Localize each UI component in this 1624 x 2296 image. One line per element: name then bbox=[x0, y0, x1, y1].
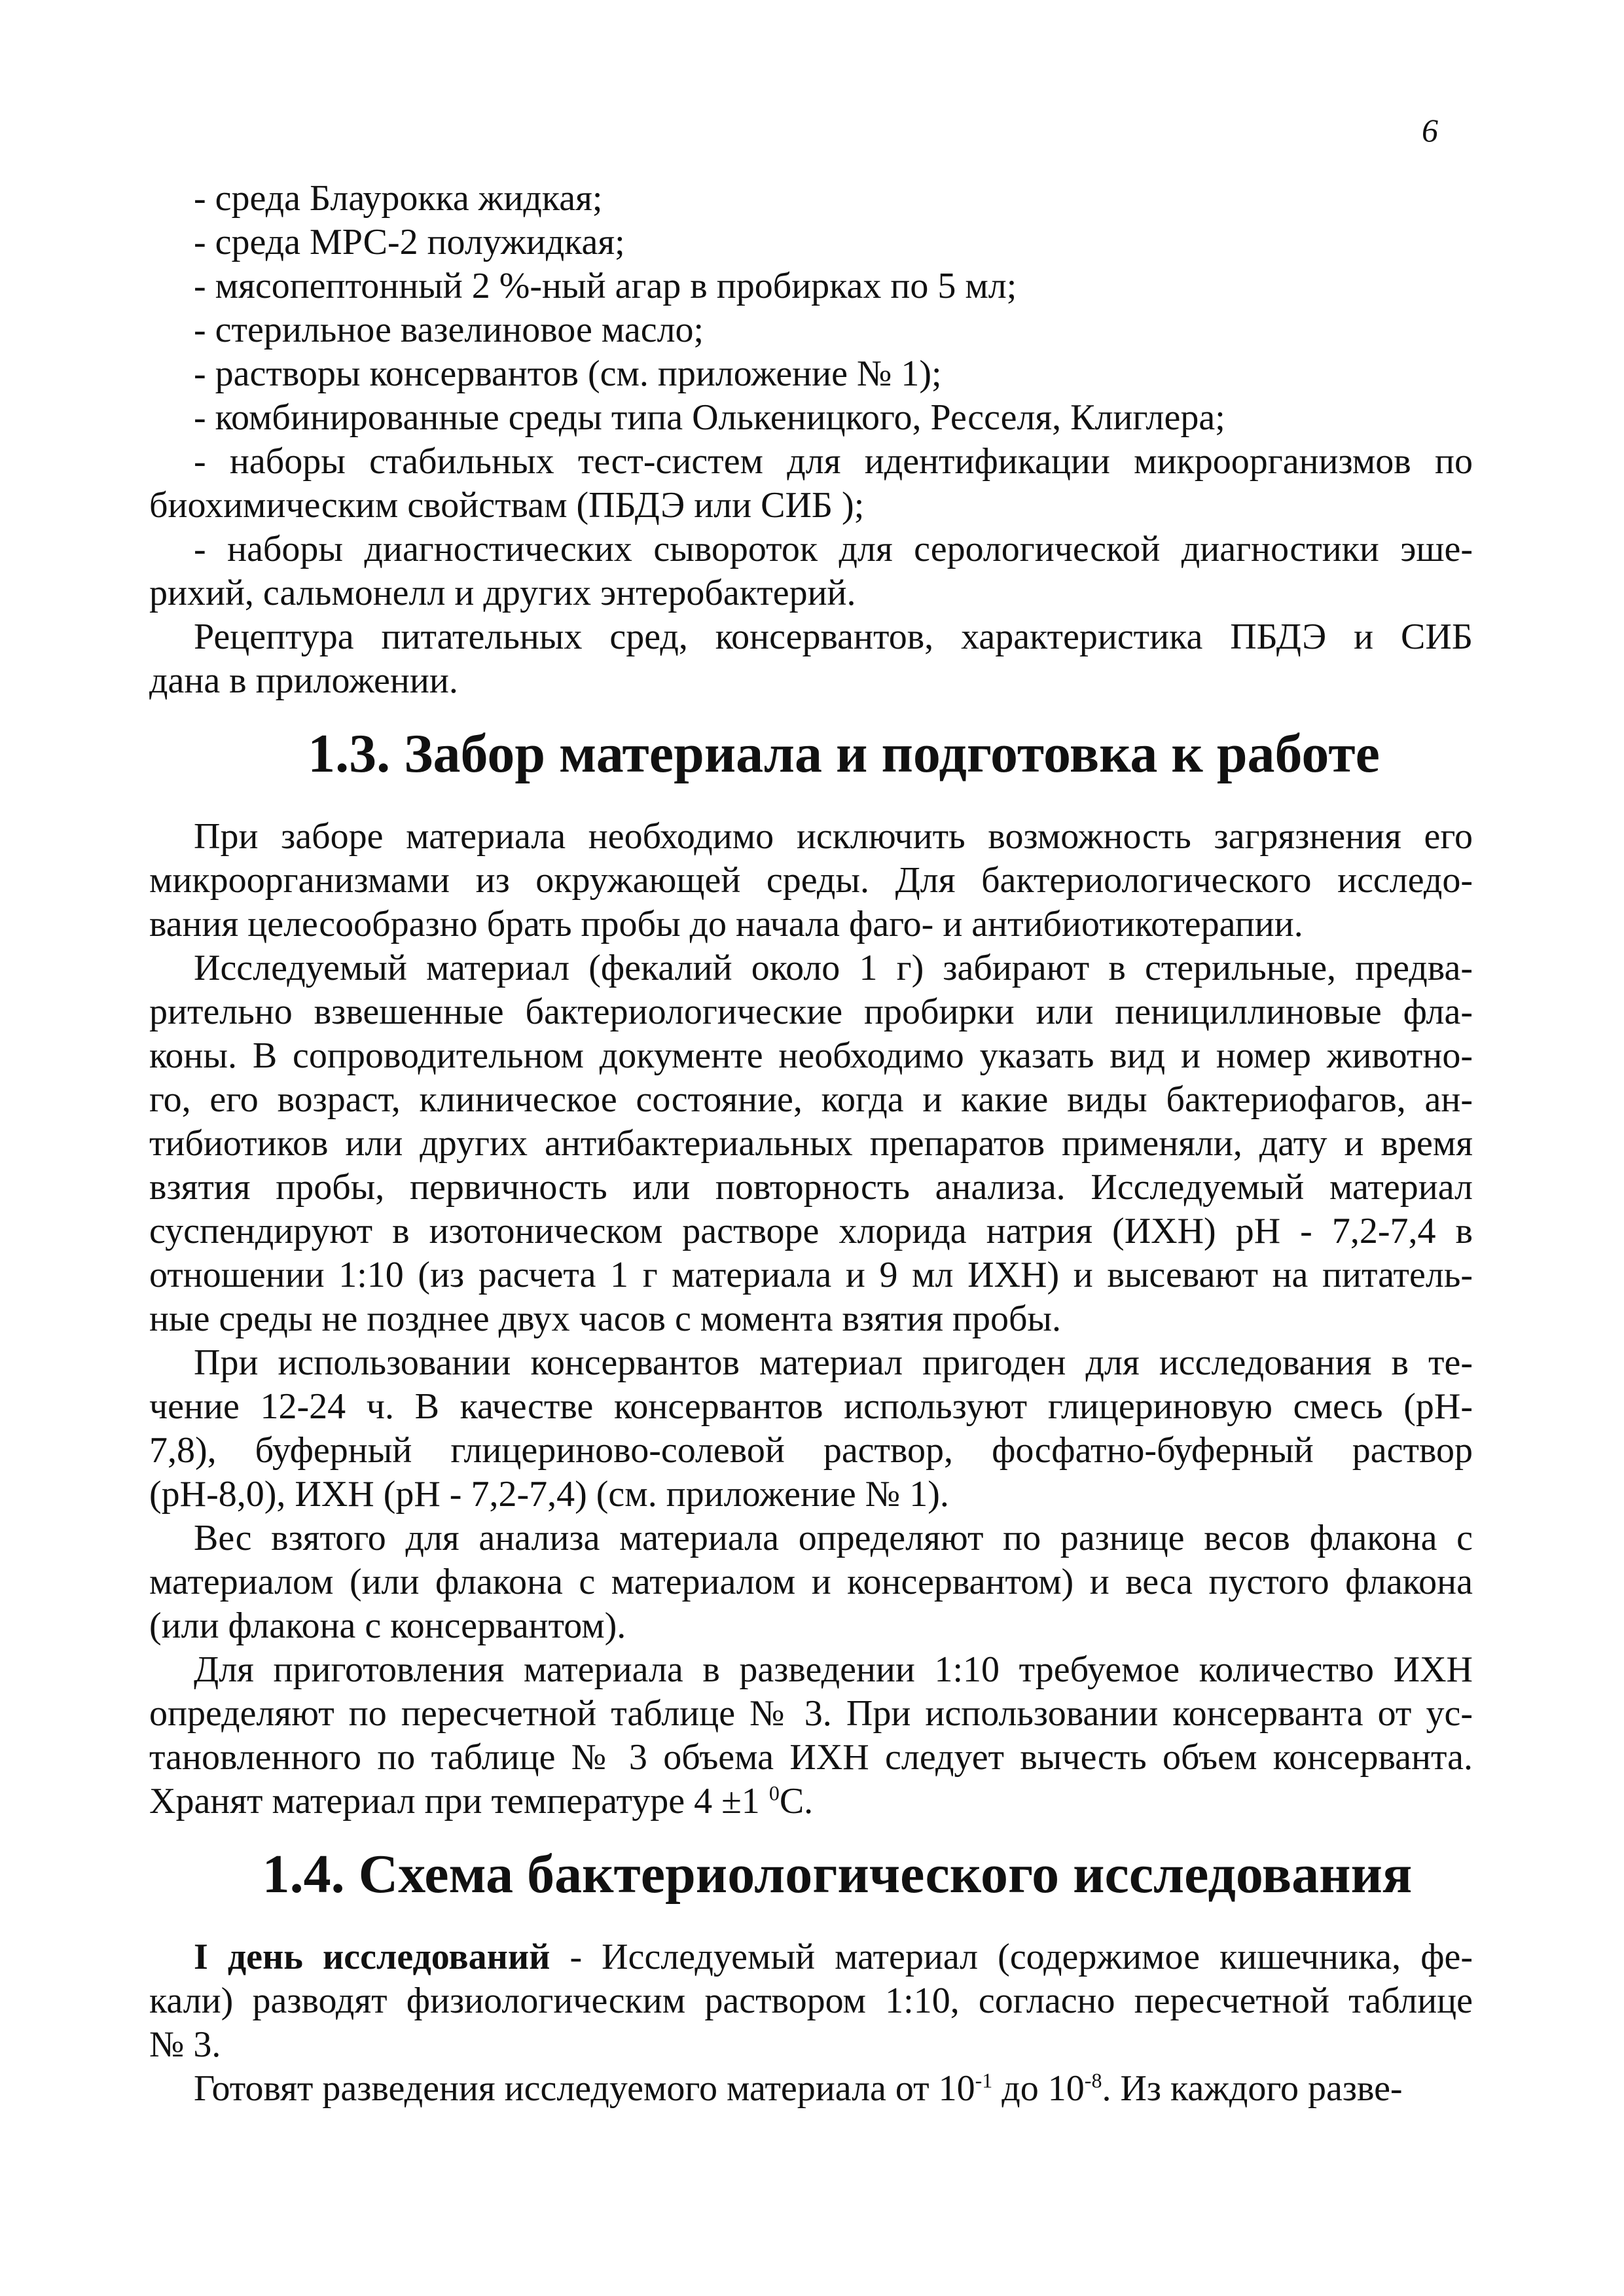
list-item: - среда МРС-2 полужидкая; bbox=[194, 222, 625, 262]
paragraph-line: материалом (или флакона с материалом и консервантом) и веса пустого флакона bbox=[149, 1562, 1473, 1602]
list-item-continuation: рихий, сальмонелл и других энтеробактерий. bbox=[149, 573, 856, 613]
day-label: I день исследований bbox=[194, 1937, 550, 1977]
paragraph-line: вания целесообразно брать пробы до начала фаго- и антибиотикотерапии. bbox=[149, 904, 1303, 944]
section-1-3-paragraph-3 bbox=[149, 1341, 1473, 1516]
paragraph-line: рительно взвешенные бактериологические пробирки или пенициллиновые фла- bbox=[149, 992, 1473, 1032]
paragraph-line: При использовании консервантов материал пригоден для исследования в те- bbox=[194, 1342, 1473, 1383]
paragraph-line: тибиотиков или других антибактериальных препаратов применяли, дату и время bbox=[149, 1123, 1473, 1164]
text-fragment: - Исследуемый материал (содержимое кишечника, фе- bbox=[550, 1937, 1473, 1977]
paragraph-line: суспендируют в изотоническом растворе хлорида натрия (ИХН) рН - 7,2-7,4 в bbox=[149, 1211, 1473, 1251]
document-body bbox=[149, 177, 1473, 2111]
list-item: - мясопептонный 2 %-ный агар в пробирках по 5 мл; bbox=[194, 266, 1017, 306]
paragraph-line: ные среды не позднее двух часов с момента взятия пробы. bbox=[149, 1299, 1062, 1339]
paragraph-line: тановленного по таблице № 3 объема ИХН следует вычесть объем консерванта. bbox=[149, 1737, 1473, 1778]
paragraph-line: При заборе материала необходимо исключить возможность загрязнения его bbox=[194, 816, 1473, 857]
section-1-3-paragraph-4 bbox=[149, 1516, 1473, 1648]
section-1-4-paragraph-1 bbox=[149, 1935, 1473, 2067]
paragraph-line bbox=[149, 1935, 1473, 1979]
exponent-superscript: -8 bbox=[1084, 2068, 1102, 2092]
paragraph-line: № 3. bbox=[149, 2024, 221, 2065]
section-1-3-paragraph-5 bbox=[149, 1648, 1473, 1823]
section-1-3-paragraph-2 bbox=[149, 946, 1473, 1341]
list-item: - растворы консервантов (см. приложение № 1); bbox=[194, 353, 942, 394]
paragraph-line: го, его возраст, клиническое состояние, когда и какие виды бактериофагов, ан- bbox=[149, 1079, 1473, 1120]
list-item: - наборы стабильных тест-систем для идентификации микроорганизмов по bbox=[194, 441, 1473, 482]
text-fragment: до 10 bbox=[992, 2068, 1085, 2109]
text-fragment: Готовят разведения исследуемого материала от 10 bbox=[194, 2068, 975, 2109]
exponent-superscript: -1 bbox=[975, 2068, 993, 2092]
paragraph-line: кали) разводят физиологическим раствором 1:10, согласно пересчетной таблице bbox=[149, 1981, 1473, 2021]
paragraph-line: 7,8), буферный глицериново-солевой раствор, фосфатно-буферный раствор bbox=[149, 1430, 1473, 1471]
media-list bbox=[149, 177, 1473, 615]
list-item: - комбинированные среды типа Олькеницкого, Ресселя, Клиглера; bbox=[194, 397, 1225, 438]
paragraph-line: Рецептура питательных сред, консервантов, характеристика ПБДЭ и СИБ bbox=[194, 617, 1473, 657]
paragraph-line: Вес взятого для анализа материала определяют по разнице весов флакона с bbox=[194, 1518, 1473, 1558]
text-fragment: . Из каждого разве- bbox=[1102, 2068, 1403, 2109]
paragraph-line: взятия пробы, первичность или повторность анализа. Исследуемый материал bbox=[149, 1167, 1473, 1208]
degree-superscript: 0 bbox=[768, 1781, 780, 1805]
paragraph-line: коны. В сопроводительном документе необходимо указать вид и номер животно- bbox=[149, 1035, 1473, 1076]
section-heading: 1.3. Забор материала и подготовка к работе bbox=[308, 723, 1380, 784]
list-item-continuation: биохимическим свойствам (ПБДЭ или СИБ ); bbox=[149, 485, 865, 526]
list-item: - среда Блаурокка жидкая; bbox=[194, 178, 603, 219]
paragraph-line: определяют по пересчетной таблице № 3. При использовании консерванта от ус- bbox=[149, 1693, 1473, 1734]
list-item: - стерильное вазелиновое масло; bbox=[194, 310, 704, 350]
paragraph-line: Для приготовления материала в разведении 1:10 требуемое количество ИХН bbox=[194, 1649, 1473, 1690]
paragraph-line: дана в приложении. bbox=[149, 660, 458, 701]
text-fragment: С. bbox=[779, 1781, 814, 1821]
text-fragment: Хранят материал при температуре 4 ±1 bbox=[149, 1781, 769, 1821]
section-1-4-paragraph-2 bbox=[149, 2067, 1473, 2111]
paragraph-line: отношении 1:10 (из расчета 1 г материала и 9 мл ИХН) и высевают на питатель- bbox=[149, 1255, 1473, 1295]
paragraph-line: (рН-8,0), ИХН (рН - 7,2-7,4) (см. приложение № 1). bbox=[149, 1474, 949, 1515]
page-number: 6 bbox=[1422, 112, 1438, 149]
paragraph-line: (или флакона с консервантом). bbox=[149, 1605, 626, 1646]
section-heading: 1.4. Схема бактериологического исследования bbox=[262, 1844, 1413, 1905]
paragraph-line: Исследуемый материал (фекалий около 1 г) забирают в стерильные, предва- bbox=[194, 948, 1473, 988]
recipe-paragraph bbox=[149, 615, 1473, 703]
paragraph-line bbox=[149, 2067, 1473, 2111]
paragraph-line: микроорганизмами из окружающей среды. Для бактериологического исследо- bbox=[149, 860, 1473, 901]
section-1-3-paragraph-1 bbox=[149, 815, 1473, 946]
list-item: - наборы диагностических сывороток для серологической диагностики эше- bbox=[194, 529, 1473, 569]
paragraph-line: чение 12-24 ч. В качестве консервантов используют глицериновую смесь (рН- bbox=[149, 1386, 1473, 1427]
paragraph-line bbox=[149, 1780, 1473, 1823]
